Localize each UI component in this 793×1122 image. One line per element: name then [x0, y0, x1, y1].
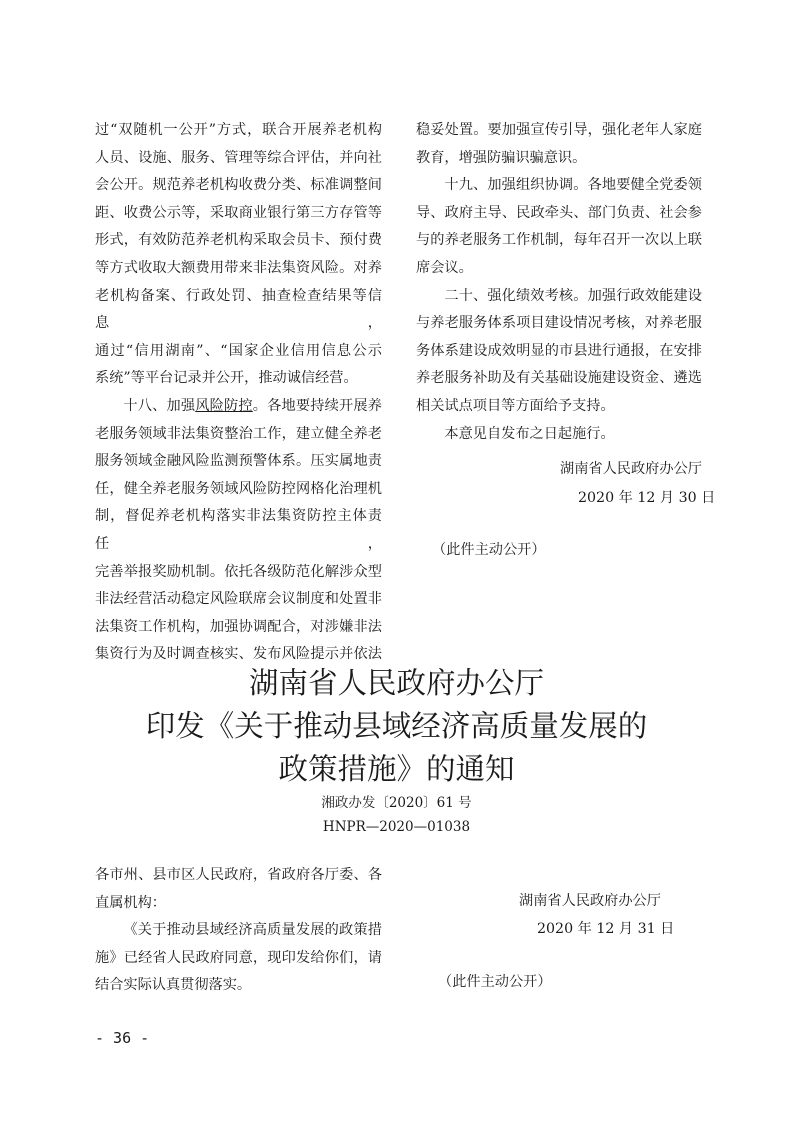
text-line: 施》已经省人民政府同意，现印发给你们，请 [95, 949, 382, 966]
text-line: 养老服务补助及有关基础设施建设资金、遴选 [416, 370, 702, 387]
text-line: 教育，增强防骗识骗意识。 [416, 149, 587, 166]
notice-public-disclosure-note: （此件主动公开） [438, 974, 552, 990]
text-line: 形式，有效防范养老机构采取会员卡、预付费 [95, 232, 382, 249]
signature-org: 湖南省人民政府办公厅 [560, 461, 702, 477]
notice-signature-date: 2020 年 12 月 31 日 [537, 921, 675, 937]
text-line: 直属机构： [95, 894, 166, 911]
text-line: 《关于推动县域经济高质量发展的政策措 [123, 922, 382, 939]
text-line: 本意见自发布之日起施行。 [444, 425, 615, 442]
text-line: 老服务领域非法集资整治工作，建立健全养老 [95, 425, 382, 442]
text-line: 任，健全养老服务领域风险防控网格化治理机 [95, 480, 382, 497]
notice-body [95, 862, 382, 1000]
text-line: 过“双随机一公开”方式，联合开展养老机构 [95, 122, 382, 138]
text-line [95, 393, 382, 421]
text-line: 等方式收取大额费用带来非法集资风险。对养 [95, 259, 382, 276]
text-line: 相关试点项目等方面给予支持。 [416, 397, 615, 414]
item-18-prefix: 十八、加强 [123, 397, 196, 414]
text-line: 稳妥处置。要加强宣传引导，强化老年人家庭 [416, 122, 702, 138]
text-line: 二十、强化绩效考核。加强行政效能建设 [444, 287, 702, 304]
page-number: - 36 - [95, 1029, 150, 1047]
paragraph-effective [416, 421, 702, 449]
paragraph-integrity [95, 117, 382, 393]
title-line: 政策措施》的通知 [278, 752, 515, 786]
hnpr-code: HNPR—2020—01038 [322, 819, 471, 835]
notice-title [0, 662, 793, 791]
text-line: 集资行为及时调查核实、发布风险提示并依法 [95, 646, 382, 663]
document-number: 湘政办发〔2020〕61 号 [321, 795, 472, 811]
text-line: 非法经营活动稳定风险联席会议制度和处置非 [95, 591, 382, 608]
title-line: 湖南省人民政府办公厅 [248, 666, 544, 700]
text-line: 务体系建设成效明显的市县进行通报，在安排 [416, 342, 702, 359]
right-column [416, 117, 702, 448]
text-line: 通过“信用湖南”、“国家企业信用信息公示 [95, 342, 382, 359]
paragraph-instruction [95, 917, 382, 1000]
text-line: 导、政府主导、民政牵头、部门负责、社会参 [416, 204, 702, 221]
notice-signature-org: 湖南省人民政府办公厅 [519, 893, 661, 909]
text-line: 十九、加强组织协调。各地要健全党委领 [444, 177, 702, 194]
text-line: 距、收费公示等，采取商业银行第三方存管等 [95, 204, 382, 221]
public-disclosure-note: （此件主动公开） [432, 542, 546, 558]
signature-date: 2020 年 12 月 30 日 [578, 490, 716, 506]
text-line: 席会议。 [416, 259, 473, 276]
left-column [95, 117, 382, 669]
text-line: 系统”等平台记录并公开，推动诚信经营。 [95, 370, 358, 387]
paragraph-item-18 [95, 393, 382, 669]
title-line: 印发《关于推动县域经济高质量发展的 [145, 709, 648, 743]
paragraph-item-19 [416, 172, 702, 282]
text-line: 服务领域金融风险监测预警体系。压实属地责 [95, 453, 382, 470]
text-line: 与的养老服务工作机制，每年召开一次以上联 [416, 232, 702, 249]
paragraph-item-20 [416, 283, 702, 421]
paragraph-recipients [95, 862, 382, 917]
text-line: 老机构备案、行政处罚、抽查检查结果等信息， [95, 287, 382, 332]
text-line: 制，督促养老机构落实非法集资防控主体责任， [95, 508, 382, 552]
underlined-term: 风险防控 [195, 397, 253, 414]
text-line: 与养老服务体系项目建设情况考核，对养老服 [416, 315, 702, 332]
text-line: 各市州、县市区人民政府，省政府各厅委、各 [95, 867, 382, 883]
paragraph-continuation [416, 117, 702, 172]
text-line: 法集资工作机构，加强协调配合，对涉嫌非法 [95, 618, 382, 635]
text-line: 结合实际认真贯彻落实。 [95, 977, 252, 994]
text-line: 人员、设施、服务、管理等综合评估，并向社 [95, 149, 382, 166]
text-line: 完善举报奖励机制。依托各级防范化解涉众型 [95, 563, 382, 580]
text-line: 会公开。规范养老机构收费分类、标准调整间 [95, 177, 382, 194]
item-18-line1-rest: 。各地要持续开展养 [252, 397, 382, 414]
